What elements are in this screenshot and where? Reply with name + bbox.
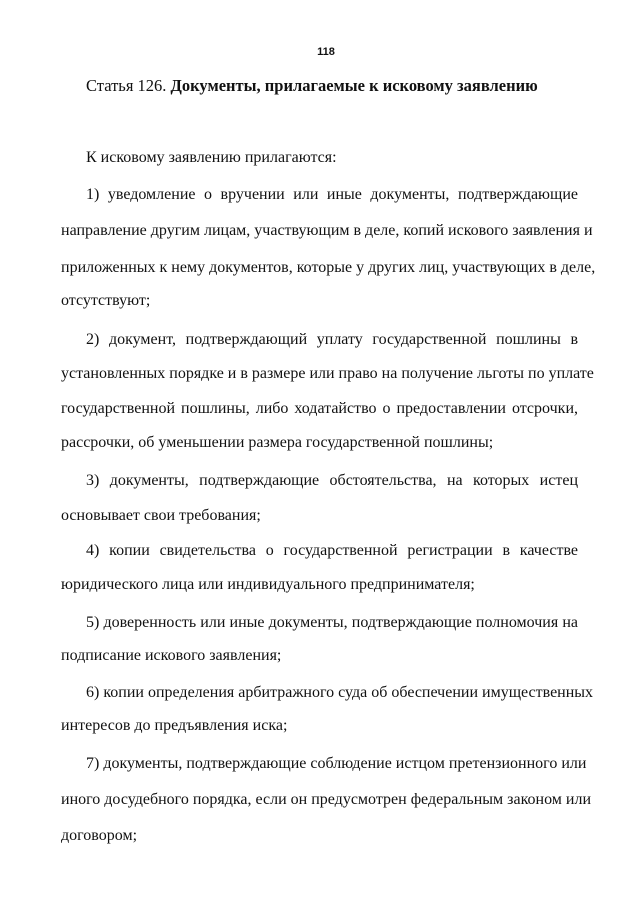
list-item-line: направление другим лицам, участвующим в деле, копий искового заявления и [61,222,593,239]
article-heading [86,76,538,96]
list-item-line: основывает свои требования; [61,507,261,524]
list-item-line: иного досудебного порядка, если он предусмотрен федеральным законом или [61,791,592,808]
list-item-start: 6) копии определения арбитражного суда об обеспечении имущественных [86,684,594,701]
intro-text: К исковому заявлению прилагаются: [86,149,337,166]
page-number: 118 [317,46,335,58]
article-title: Документы, прилагаемые к исковому заявлению [170,76,538,95]
list-item-line: установленных порядке и в размере или право на получение льготы по уплате [61,365,594,382]
list-item-line: юридического лица или индивидуального предпринимателя; [61,576,475,593]
list-item-line: приложенных к нему документов, которые у других лиц, участвующих в деле, [61,259,596,276]
list-item-line: отсутствуют; [61,292,151,309]
list-item-start: 3) документы, подтверждающие обстоятельства, на которых истец [86,472,578,489]
list-item-line: подписание искового заявления; [61,647,282,664]
list-item-start: 7) документы, подтверждающие соблюдение истцом претензионного или [86,755,587,772]
list-item-start: 5) доверенность или иные документы, подтверждающие полномочия на [86,614,578,631]
list-item-line: интересов до предъявления иска; [61,717,288,734]
list-item-start: 2) документ, подтверждающий уплату государственной пошлины в [86,331,578,348]
list-item-line: договором; [61,827,138,844]
list-item-line: государственной пошлины, либо ходатайство о предоставлении отсрочки, [61,400,578,417]
article-number: Статья 126. [86,76,167,95]
list-item-start: 1) уведомление о вручении или иные документы, подтверждающие [86,186,578,203]
list-item-start: 4) копии свидетельства о государственной регистрации в качестве [86,542,578,559]
list-item-line: рассрочки, об уменьшении размера государственной пошлины; [61,434,494,451]
